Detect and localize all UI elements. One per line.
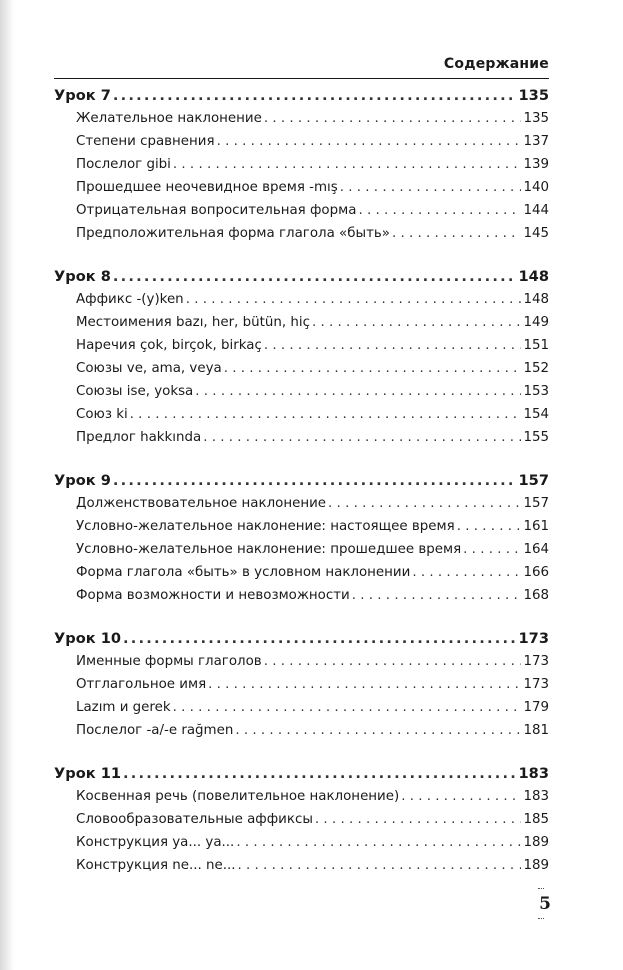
toc-entry-row-label: Форма глагола «быть» в условном наклонении [76, 565, 411, 580]
toc-entry-row-label: Союз ki [76, 407, 128, 422]
toc-entry-row[interactable] [54, 854, 549, 877]
toc-entry-row[interactable] [54, 538, 549, 561]
lesson-title-row-label: Урок 11 [54, 765, 122, 782]
toc-entry-row[interactable] [54, 130, 549, 153]
dot-leader [392, 222, 521, 245]
lesson-block [54, 762, 549, 877]
dot-leader [123, 627, 517, 650]
dot-leader [352, 584, 522, 607]
toc-entry-row[interactable] [54, 426, 549, 449]
toc-entry-row-page: 151 [523, 338, 549, 353]
toc-entry-row-label: Прошедшее неочевидное время -mış [76, 180, 338, 195]
dot-leader [113, 84, 517, 107]
dot-leader [264, 107, 522, 130]
toc-entry-row[interactable] [54, 650, 549, 673]
dot-leader [358, 199, 521, 222]
dot-leader [123, 762, 517, 785]
toc-entry-row[interactable] [54, 153, 549, 176]
toc-entry-row-page: 164 [523, 542, 549, 557]
toc-entry-row-label: Предположительная форма глагола «быть» [76, 226, 390, 241]
dot-leader [264, 650, 522, 673]
dot-leader [130, 403, 522, 426]
toc-entry-row[interactable] [54, 334, 549, 357]
dot-leader [235, 719, 521, 742]
toc-entry-row-page: 152 [523, 361, 549, 376]
toc-entry-row[interactable] [54, 808, 549, 831]
toc-entry-row-label: Желательное наклонение [76, 111, 262, 126]
toc-entry-row-page: 173 [523, 654, 549, 669]
toc-entry-row-label: Условно-желательное наклонение: прошедшее время [76, 542, 462, 557]
toc-entry-row-page: 168 [523, 588, 549, 603]
dot-leader [195, 380, 521, 403]
dot-leader [463, 538, 521, 561]
toc-entry-row-page: 185 [523, 812, 549, 827]
toc-entry-row-page: 181 [523, 723, 549, 738]
page-number-ornament-top [538, 888, 544, 891]
page-number-ornament-bottom [538, 918, 544, 921]
toc-entry-row[interactable] [54, 107, 549, 130]
toc-entry-row-page: 154 [523, 407, 549, 422]
lesson-title-row-label: Урок 7 [54, 87, 111, 104]
dot-leader [340, 176, 522, 199]
dot-leader [312, 311, 521, 334]
dot-leader [236, 831, 521, 854]
dot-leader [113, 469, 517, 492]
toc-entry-row-page: 161 [523, 519, 549, 534]
dot-leader [401, 785, 521, 808]
toc-entry-row[interactable] [54, 357, 549, 380]
lesson-title-row-page: 173 [518, 630, 549, 647]
dot-leader [208, 673, 521, 696]
page-header-title: Содержание [443, 56, 549, 72]
toc-entry-row-label: Отглагольное имя [76, 677, 207, 692]
toc-entry-row-page: 139 [523, 157, 549, 172]
toc-entry-row-page: 183 [523, 789, 549, 804]
lesson-title-row-page: 183 [518, 765, 549, 782]
toc-entry-row-page: 157 [523, 496, 549, 511]
toc-entry-row[interactable] [54, 719, 549, 742]
lesson-title-row[interactable] [54, 84, 549, 107]
lesson-block [54, 469, 549, 607]
lesson-title-row-label: Урок 10 [54, 630, 122, 647]
lesson-block [54, 84, 549, 245]
toc-entry-row-label: Словообразовательные аффиксы [76, 812, 313, 827]
lesson-title-row[interactable] [54, 627, 549, 650]
dot-leader [315, 808, 522, 831]
toc-entry-row-label: Наречия çok, birçok, birkaç [76, 338, 262, 353]
toc-entry-row[interactable] [54, 222, 549, 245]
toc-entry-row-page: 153 [523, 384, 549, 399]
dot-leader [457, 515, 522, 538]
toc-entry-row-label: Послелог gibi [76, 157, 171, 172]
lesson-title-row[interactable] [54, 265, 549, 288]
toc-entry-row[interactable] [54, 199, 549, 222]
lesson-block [54, 627, 549, 742]
lesson-title-row-label: Урок 9 [54, 472, 111, 489]
lesson-title-row-page: 157 [518, 472, 549, 489]
dot-leader [186, 288, 522, 311]
lesson-block [54, 265, 549, 449]
toc-entry-row-label: Предлог hakkında [76, 430, 202, 445]
dot-leader [264, 334, 522, 357]
toc-entry-row-label: Условно-желательное наклонение: настоящее время [76, 519, 455, 534]
lesson-title-row-page: 135 [518, 87, 549, 104]
toc-entry-row[interactable] [54, 584, 549, 607]
header-divider [54, 78, 549, 79]
toc-entry-row[interactable] [54, 176, 549, 199]
dot-leader [173, 696, 522, 719]
dot-leader [328, 492, 521, 515]
toc-entry-row-page: 145 [523, 226, 549, 241]
lesson-title-row-page: 148 [518, 268, 549, 285]
toc-entry-row[interactable] [54, 403, 549, 426]
toc-entry-row-page: 137 [523, 134, 549, 149]
lesson-title-row[interactable] [54, 762, 549, 785]
toc-entry-row[interactable] [54, 311, 549, 334]
toc-entry-row-page: 179 [523, 700, 549, 715]
toc-entry-row-label: Конструкция ya... ya... [76, 835, 235, 850]
toc-entry-row-page: 149 [523, 315, 549, 330]
toc-entry-row-page: 148 [523, 292, 549, 307]
lesson-title-row-label: Урок 8 [54, 268, 111, 285]
toc-entry-row-page: 166 [523, 565, 549, 580]
toc-entry-row-label: Форма возможности и невозможности [76, 588, 350, 603]
toc-entry-row-label: Косвенная речь (повелительное наклонение) [76, 789, 400, 804]
toc-entry-row[interactable] [54, 288, 549, 311]
toc-entry-row-page: 135 [523, 111, 549, 126]
toc-entry-row-label: Союзы ise, yoksa [76, 384, 194, 399]
toc-entry-row[interactable] [54, 515, 549, 538]
toc-entry-row[interactable] [54, 785, 549, 808]
toc-entry-row-label: Именные формы глаголов [76, 654, 262, 669]
toc-entry-row-label: Отрицательная вопросительная форма [76, 203, 357, 218]
dot-leader [173, 153, 522, 176]
dot-leader [412, 561, 521, 584]
dot-leader [217, 130, 522, 153]
dot-leader [113, 265, 517, 288]
page-edge-shadow [0, 0, 14, 970]
toc-entry-row-label: Послелог -a/-e rağmen [76, 723, 234, 738]
toc-entry-row[interactable] [54, 673, 549, 696]
toc-entry-row-label: Степени сравнения [76, 134, 215, 149]
toc-entry-row-page: 189 [523, 858, 549, 873]
toc-entry-row[interactable] [54, 492, 549, 515]
toc-entry-row-label: Конструкция ne... ne... [76, 858, 236, 873]
toc-entry-row-label: Союзы ve, ama, veya [76, 361, 222, 376]
toc-entry-row-page: 155 [523, 430, 549, 445]
toc-entry-row-page: 140 [523, 180, 549, 195]
dot-leader [238, 854, 522, 877]
toc-entry-row-label: Долженствовательное наклонение [76, 496, 327, 511]
toc-entry-row[interactable] [54, 561, 549, 584]
page-number: 5 [539, 894, 551, 914]
toc-entry-row-label: Аффикс -(y)ken [76, 292, 184, 307]
toc-entry-row[interactable] [54, 696, 549, 719]
toc-entry-row[interactable] [54, 380, 549, 403]
toc-entry-row-label: Местоимения bazı, her, bütün, hiç [76, 315, 310, 330]
toc-entry-row-label: Lazım и gerek [76, 700, 171, 715]
toc-entry-row-page: 189 [523, 835, 549, 850]
dot-leader [224, 357, 522, 380]
toc-entry-row[interactable] [54, 831, 549, 854]
table-of-contents [54, 84, 549, 897]
toc-entry-row-page: 173 [523, 677, 549, 692]
lesson-title-row[interactable] [54, 469, 549, 492]
dot-leader [203, 426, 521, 449]
toc-entry-row-page: 144 [523, 203, 549, 218]
